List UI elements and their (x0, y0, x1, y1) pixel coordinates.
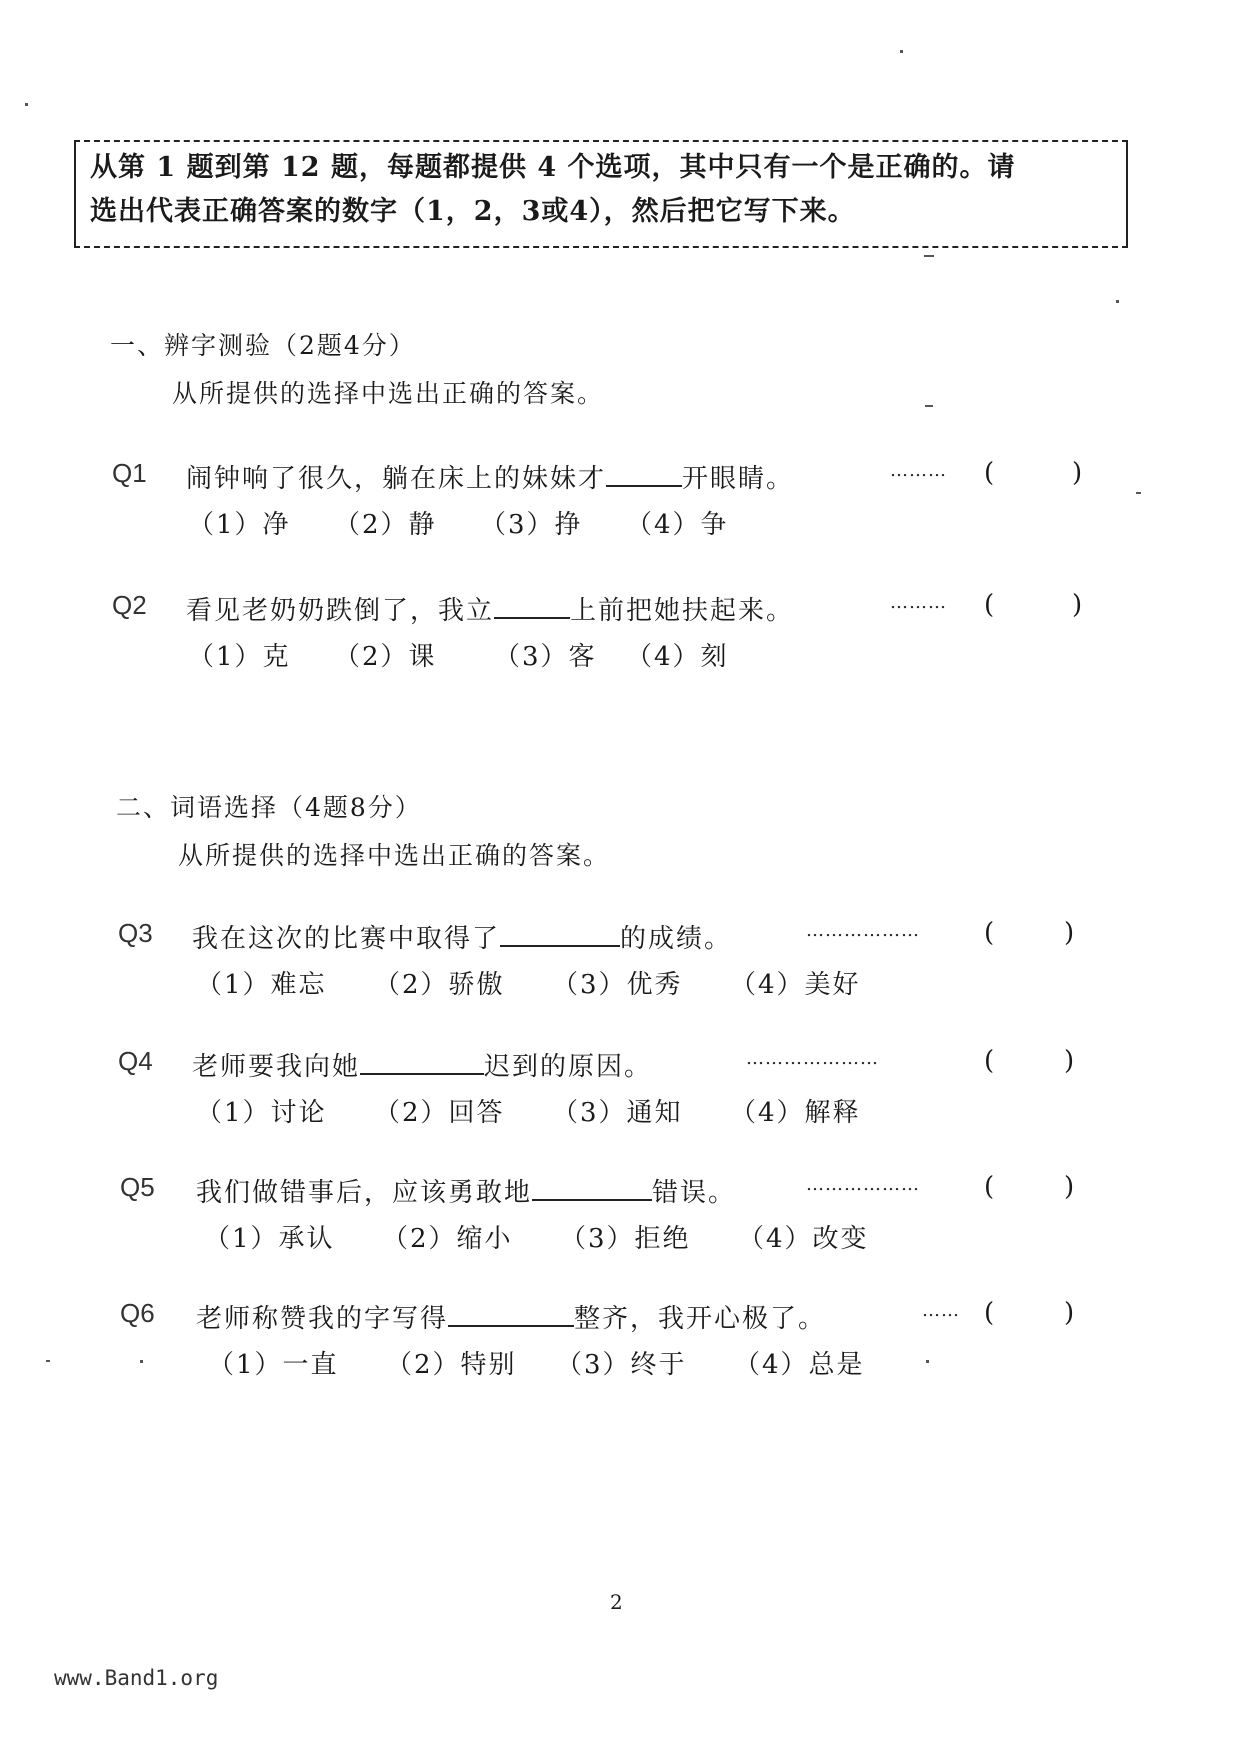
question-q5 (0, 1172, 1239, 1252)
leader-dots: ……… (890, 460, 947, 481)
leader-dots: ………………… (746, 1048, 879, 1069)
question-q3 (0, 918, 1239, 998)
question-q4 (0, 1046, 1239, 1126)
option-4: （4）总是 (734, 1350, 865, 1380)
instructions-line-2: 选出代表正确答案的数字（1，2，3或4），然后把它写下来。 (90, 196, 856, 227)
option-1: （1）难忘 (196, 970, 327, 1000)
bracket-open: ( (984, 918, 995, 948)
option-1: （1）讨论 (196, 1098, 327, 1128)
option-3: （3）拒绝 (560, 1224, 691, 1254)
option-3: （3）通知 (552, 1098, 683, 1128)
answer-blank[interactable] (448, 1303, 574, 1327)
question-number: Q6 (120, 1298, 155, 1328)
stem-after: 错误。 (652, 1178, 737, 1208)
stem-after: 上前把她扶起来。 (570, 596, 795, 626)
stem-after: 开眼睛。 (682, 464, 795, 494)
section-1-title: 一、辨字测验（2题4分） (110, 331, 416, 360)
question-q6 (0, 1298, 1239, 1378)
bracket-close: ) (1064, 1298, 1075, 1328)
stem-after: 整齐，我开心极了。 (574, 1304, 827, 1334)
leader-dots: …… (922, 1300, 960, 1321)
option-3: （3）客 (494, 642, 597, 672)
option-2: （2）回答 (374, 1098, 505, 1128)
option-1: （1）克 (188, 642, 291, 672)
leader-dots: ……………… (806, 920, 920, 941)
options-row (188, 504, 729, 541)
scan-speck (924, 255, 934, 257)
question-q2 (0, 590, 1239, 670)
scan-speck (1116, 300, 1119, 303)
bracket-open: ( (984, 1298, 995, 1328)
question-number: Q3 (118, 918, 153, 948)
option-4: （4）争 (626, 510, 729, 540)
stem-after: 迟到的原因。 (484, 1052, 653, 1082)
bracket-close: ) (1072, 458, 1083, 488)
scan-speck (1136, 492, 1141, 494)
option-4: （4）刻 (626, 642, 729, 672)
page-number: 2 (610, 1590, 623, 1614)
answer-blank[interactable] (360, 1051, 484, 1075)
question-q1 (0, 458, 1239, 538)
question-stem (192, 1046, 652, 1083)
option-1: （1）承认 (204, 1224, 335, 1254)
option-2: （2）骄傲 (374, 970, 505, 1000)
stem-before: 老师称赞我的字写得 (196, 1304, 449, 1334)
answer-blank[interactable] (494, 595, 570, 619)
options-row (208, 1344, 865, 1381)
options-row (196, 964, 861, 1001)
instructions-box (74, 140, 1128, 248)
options-row (188, 636, 729, 673)
question-stem (186, 590, 794, 627)
bracket-open: ( (984, 458, 995, 488)
scan-speck (140, 1360, 143, 1363)
question-stem (196, 1298, 826, 1335)
option-2: （2）特别 (386, 1350, 517, 1380)
option-3: （3）优秀 (552, 970, 683, 1000)
option-2: （2）缩小 (382, 1224, 513, 1254)
option-1: （1）净 (188, 510, 291, 540)
bracket-open: ( (984, 1172, 995, 1202)
bracket-close: ) (1064, 1172, 1075, 1202)
question-stem (192, 918, 732, 955)
options-row (196, 1092, 861, 1129)
scan-speck (926, 1360, 929, 1363)
option-2: （2）课 (334, 642, 437, 672)
option-1: （1）一直 (208, 1350, 339, 1380)
watermark: www.Band1.org (54, 1666, 219, 1690)
options-row (204, 1218, 869, 1255)
option-4: （4）解释 (730, 1098, 861, 1128)
question-stem (196, 1172, 736, 1209)
option-2: （2）静 (334, 510, 437, 540)
question-number: Q2 (112, 590, 147, 620)
leader-dots: ……………… (806, 1174, 920, 1195)
leader-dots: ……… (890, 592, 947, 613)
section-2-subtitle: 从所提供的选择中选出正确的答案。 (178, 841, 611, 870)
answer-blank[interactable] (532, 1177, 652, 1201)
bracket-open: ( (984, 1046, 995, 1076)
question-number: Q1 (112, 458, 147, 488)
option-3: （3）终于 (556, 1350, 687, 1380)
stem-before: 老师要我向她 (192, 1052, 361, 1082)
scan-speck (900, 50, 903, 53)
scan-speck (46, 1360, 50, 1362)
section-1-subtitle: 从所提供的选择中选出正确的答案。 (172, 379, 605, 408)
section-2-title: 二、词语选择（4题8分） (116, 793, 422, 822)
bracket-open: ( (984, 590, 995, 620)
bracket-close: ) (1072, 590, 1083, 620)
bracket-close: ) (1064, 918, 1075, 948)
scan-speck (25, 103, 28, 106)
answer-blank[interactable] (606, 463, 682, 487)
stem-after: 的成绩。 (620, 924, 733, 954)
bracket-close: ) (1064, 1046, 1075, 1076)
instructions-line-1: 从第 1 题到第 12 题，每题都提供 4 个选项，其中只有一个是正确的。请 (90, 152, 1016, 183)
stem-before: 我在这次的比赛中取得了 (192, 924, 501, 954)
answer-blank[interactable] (500, 923, 620, 947)
option-4: （4）美好 (730, 970, 861, 1000)
question-number: Q5 (120, 1172, 155, 1202)
stem-before: 看见老奶奶跌倒了，我立 (186, 596, 495, 626)
option-4: （4）改变 (738, 1224, 869, 1254)
stem-before: 闹钟响了很久，躺在床上的妹妹才 (186, 464, 607, 494)
option-3: （3）挣 (480, 510, 583, 540)
question-number: Q4 (118, 1046, 153, 1076)
stem-before: 我们做错事后，应该勇敢地 (196, 1178, 533, 1208)
question-stem (186, 458, 794, 495)
scan-speck (925, 405, 933, 407)
